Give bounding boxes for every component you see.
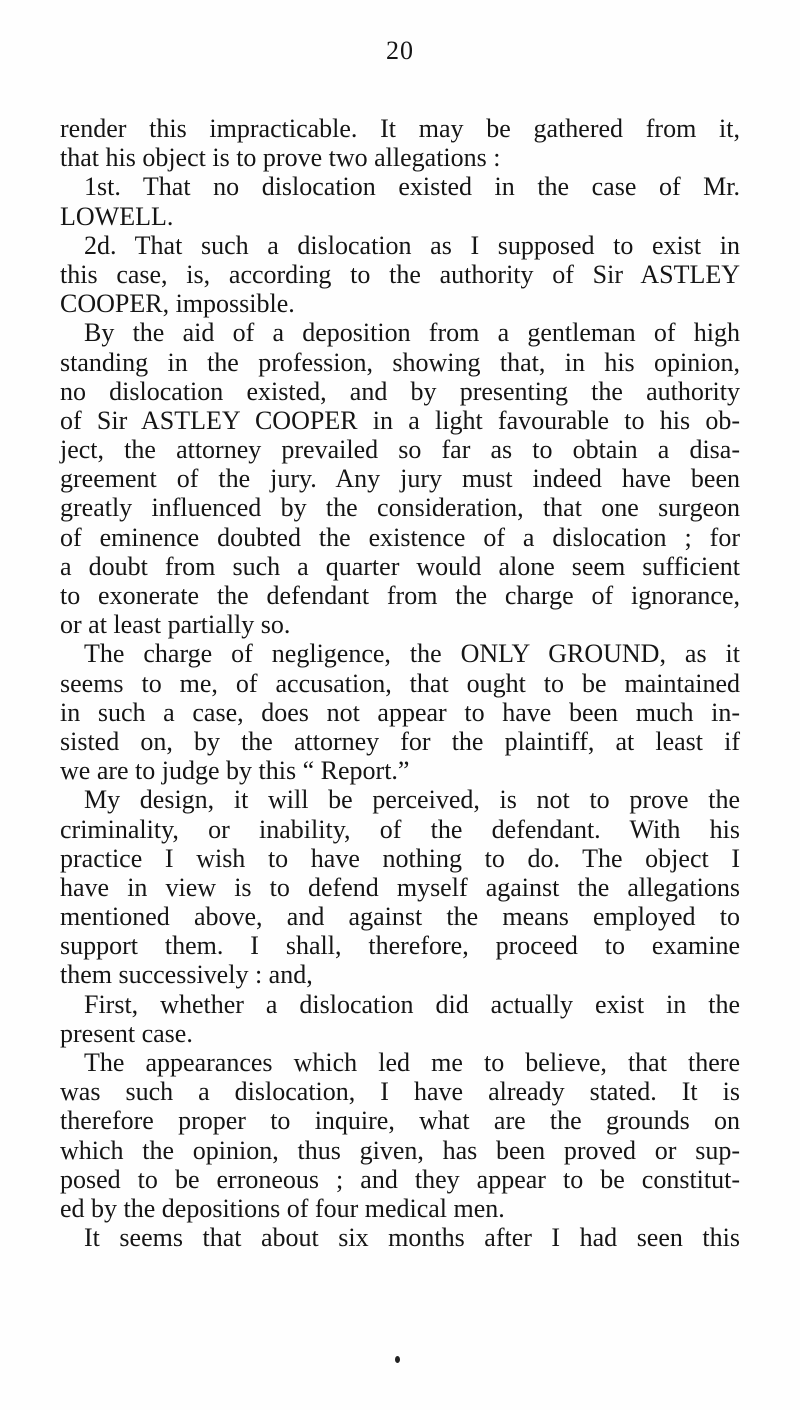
text-line: sisted on, by the attorney for the plaintiff, at least if [60, 726, 740, 756]
text-line: support them. I shall, therefore, proceed to examine [60, 931, 740, 961]
text-line: By the aid of a deposition from a gentleman of high [84, 318, 740, 348]
text-line: The charge of negligence, the ONLY GROUND, as it [84, 639, 740, 669]
text-line: have in view is to defend myself against the allegations [60, 872, 740, 902]
text-line: ed by the depositions of four medical men. [60, 1193, 505, 1223]
text-line: posed to be erroneous ; and they appear to be constitut- [60, 1164, 740, 1194]
text-line: present case. [60, 1018, 193, 1048]
page-number: 20 [386, 36, 414, 65]
text-line: greement of the jury. Any jury must indeed have been [60, 464, 740, 494]
text-line: LOWELL. [60, 201, 174, 231]
text-line: render this impracticable. It may be gathered from it, [60, 114, 740, 143]
text-line: 2d. That such a dislocation as I supposed to exist in [84, 230, 740, 260]
text-line: criminality, or inability, of the defendant. With his [60, 814, 740, 844]
text-line: practice I wish to have nothing to do. The object I [60, 843, 740, 873]
text-line: this case, is, according to the authority of Sir ASTLEY [60, 259, 740, 289]
text-line: to exonerate the defendant from the charge of ignorance, [60, 581, 740, 610]
text-line: therefore proper to inquire, what are the grounds on [60, 1106, 740, 1136]
text-line: them successively : and, [60, 960, 313, 990]
text-line: of eminence doubted the existence of a dislocation ; for [60, 522, 740, 552]
ink-speck [395, 1356, 400, 1363]
text-line: My design, it will be perceived, is not to prove the [84, 785, 740, 815]
text-line: The appearances which led me to believe, that there [84, 1048, 740, 1077]
text-line: a doubt from such a quarter would alone seem sufficient [60, 551, 740, 581]
text-line: no dislocation existed, and by presenting the authority [60, 376, 740, 406]
text-line: which the opinion, thus given, has been proved or sup- [60, 1135, 740, 1165]
text-line: that his object is to prove two allegations : [60, 143, 501, 173]
text-line: It seems that about six months after I had seen this [84, 1223, 740, 1253]
text-line: greatly influenced by the consideration, that one surgeon [60, 493, 740, 523]
text-line: ject, the attorney prevailed so far as to obtain a disa- [60, 435, 740, 465]
text-line: First, whether a dislocation did actually exist in the [84, 989, 740, 1019]
body-text [60, 114, 740, 1252]
text-line: in such a case, does not appear to have been much in- [60, 697, 740, 727]
text-line: standing in the profession, showing that, in his opinion, [60, 347, 740, 377]
text-line: was such a dislocation, I have already stated. It is [60, 1077, 740, 1107]
text-line: seems to me, of accusation, that ought to be maintained [60, 668, 740, 698]
text-line: 1st. That no dislocation existed in the case of Mr. [84, 172, 740, 202]
text-line: or at least partially so. [60, 610, 291, 640]
text-line: mentioned above, and against the means employed to [60, 902, 740, 932]
text-line: of Sir ASTLEY COOPER in a light favourable to his ob- [60, 405, 740, 435]
text-line: we are to judge by this “ Report.” [60, 756, 410, 786]
text-line: COOPER, impossible. [60, 289, 295, 319]
